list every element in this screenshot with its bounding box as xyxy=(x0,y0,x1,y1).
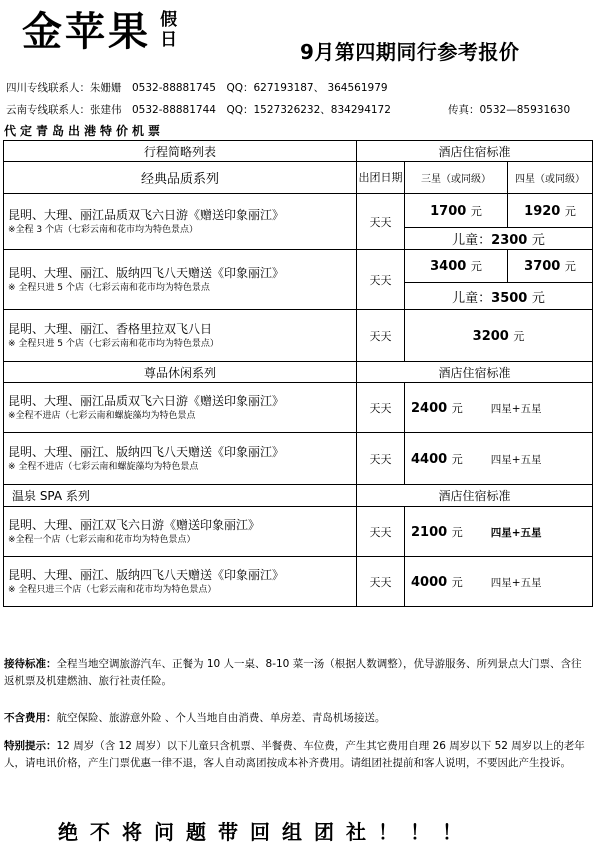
price-value: 4000 xyxy=(411,574,448,590)
child-price xyxy=(405,228,593,250)
route-note: ※全程不进店（七彩云南和螺旋藻均为特色景点 xyxy=(8,410,196,421)
logo-side-1: 假 xyxy=(160,10,178,30)
route-note: ※全程一个店（七彩云南和花市均为特色景点） xyxy=(8,534,196,545)
route-cell xyxy=(4,310,357,362)
ticket-subhead: 代定青岛出港特价机票 xyxy=(4,124,165,138)
child-value: 2300 xyxy=(491,233,528,248)
route-note: ※ 全程只进三个店（七彩云南和花市均为特色景点） xyxy=(8,584,217,595)
price-value: 4400 xyxy=(411,451,448,467)
special-label: 特别提示： xyxy=(4,740,57,752)
price-unit: 元 xyxy=(531,290,545,306)
hotel-standard: 四星+五星 xyxy=(490,402,542,415)
depart-cell: 天天 xyxy=(357,310,405,362)
price-with-standard xyxy=(405,557,593,607)
excluded-text: 航空保险、旅游意外险 、个人当地自由消费、单房差、青岛机场接送。 xyxy=(56,712,386,724)
contact-sichuan: 四川专线联系人：朱姗姗 0532-88881745 QQ：627193187、 364561979 xyxy=(6,82,388,94)
price-unit: 元 xyxy=(513,329,525,343)
price-value: 3200 xyxy=(472,328,509,344)
route-title: 昆明、大理、丽江品质双飞六日游《赠送印象丽江》 xyxy=(8,207,285,222)
route-list-header: 行程简略列表 xyxy=(4,141,357,162)
depart-cell: 天天 xyxy=(357,250,405,310)
route-title: 昆明、大理、丽江、版纳四飞八天赠送《印象丽江》 xyxy=(8,265,285,280)
hotel-standard: 四星+五星 xyxy=(490,453,542,466)
child-label: 儿童： xyxy=(452,290,492,306)
price-unit: 元 xyxy=(451,525,463,539)
depart-cell: 天天 xyxy=(357,383,405,433)
three-star-header: 三星（或同级） xyxy=(405,162,508,194)
route-title: 昆明、大理、丽江、香格里拉双飞八日 xyxy=(8,321,213,336)
price-unit: 元 xyxy=(564,260,576,273)
special-notice xyxy=(4,738,590,772)
footer-slogan: 绝不将问题带回组团社！！！ xyxy=(58,820,474,844)
depart-cell: 天天 xyxy=(357,433,405,485)
price-value: 3700 xyxy=(524,259,561,274)
price-three-star xyxy=(405,194,508,228)
price-unit: 元 xyxy=(451,401,463,415)
contact-yunnan: 云南专线联系人：张建伟 0532-88881744 QQ：1527326232、834294172 xyxy=(6,104,391,116)
route-cell xyxy=(4,250,357,310)
depart-date-header: 出团日期 xyxy=(357,162,405,194)
price-value: 1700 xyxy=(430,203,467,219)
logo-main-text: 金苹果 xyxy=(22,8,151,55)
price-four-star xyxy=(508,250,593,283)
hotel-standard: 四星+五星 xyxy=(490,526,542,539)
special-text: 12 周岁（含 12 周岁）以下儿童只含机票、半餐费、车位费，产生其它费用自理 26 周岁以下 52 周岁以上的老年人，请电讯价格，产生门票优惠一律不退，客人自动离团按成本补齐费用。请组团社提前和客人说明，不要因此产生投诉。 xyxy=(4,740,585,769)
depart-cell: 天天 xyxy=(357,557,405,607)
price-value: 1920 xyxy=(524,203,561,219)
price-value: 3400 xyxy=(430,259,467,274)
reception-text: 全程当地空调旅游汽车、正餐为 10 人一桌、8-10 菜一汤（根据人数调整），优导游服务、所列景点大门票、含往返机票及机建燃油、旅行社责任险。 xyxy=(4,658,582,687)
excluded-label: 不含费用： xyxy=(4,712,57,724)
child-label: 儿童： xyxy=(452,233,492,248)
route-cell xyxy=(4,383,357,433)
route-cell xyxy=(4,507,357,557)
price-table xyxy=(3,140,593,607)
route-title: 昆明、大理、丽江双飞六日游《赠送印象丽江》 xyxy=(8,517,261,532)
page-title: 9月第四期同行参考报价 xyxy=(300,40,520,64)
price-unit: 元 xyxy=(531,233,545,248)
four-star-header: 四星（或同级） xyxy=(508,162,593,194)
route-note: ※ 全程只进 5 个店（七彩云南和花市均为特色景点 xyxy=(8,282,210,293)
depart-cell: 天天 xyxy=(357,194,405,250)
fax-number: 传真：0532—85931630 xyxy=(448,104,571,116)
price-value: 2400 xyxy=(411,400,448,416)
reception-label: 接待标准： xyxy=(4,658,57,670)
logo-side-2: 日 xyxy=(160,30,178,50)
child-value: 3500 xyxy=(491,290,528,306)
price-unit: 元 xyxy=(451,575,463,589)
price-value: 2100 xyxy=(411,524,448,540)
hotel-header: 酒店住宿标准 xyxy=(357,141,593,162)
route-note: ※全程 3 个店（七彩云南和花市均为特色景点） xyxy=(8,224,198,235)
route-cell xyxy=(4,557,357,607)
price-four-star xyxy=(508,194,593,228)
price-unit: 元 xyxy=(564,204,576,218)
price-three-star xyxy=(405,250,508,283)
route-cell xyxy=(4,194,357,250)
route-cell xyxy=(4,433,357,485)
price-single xyxy=(405,310,593,362)
route-note: ※ 全程不进店（七彩云南和螺旋藻均为特色景点 xyxy=(8,461,199,472)
hotel-header: 酒店住宿标准 xyxy=(357,485,593,507)
classic-series-header: 经典品质系列 xyxy=(4,162,357,194)
route-title: 昆明、大理、丽江品质双飞六日游《赠送印象丽江》 xyxy=(8,393,285,408)
hotel-standard: 四星+五星 xyxy=(490,576,542,589)
hotel-header: 酒店住宿标准 xyxy=(357,362,593,383)
company-logo xyxy=(22,10,270,54)
route-note: ※ 全程只进 5 个店（七彩云南和花市均为特色景点） xyxy=(8,338,219,349)
price-with-standard xyxy=(405,433,593,485)
price-unit: 元 xyxy=(451,452,463,466)
price-unit: 元 xyxy=(470,204,482,218)
child-price xyxy=(405,283,593,310)
route-title: 昆明、大理、丽江、版纳四飞八天赠送《印象丽江》 xyxy=(8,567,285,582)
logo-side-text xyxy=(160,10,177,50)
excluded-costs xyxy=(4,710,590,727)
price-with-standard xyxy=(405,507,593,557)
price-with-standard xyxy=(405,383,593,433)
spa-series-header: 温泉 SPA 系列 xyxy=(4,485,357,507)
depart-cell: 天天 xyxy=(357,507,405,557)
reception-standard xyxy=(4,656,590,690)
leisure-series-header: 尊品休闲系列 xyxy=(4,362,357,383)
route-title: 昆明、大理、丽江、版纳四飞八天赠送《印象丽江》 xyxy=(8,444,285,459)
price-unit: 元 xyxy=(470,260,482,273)
